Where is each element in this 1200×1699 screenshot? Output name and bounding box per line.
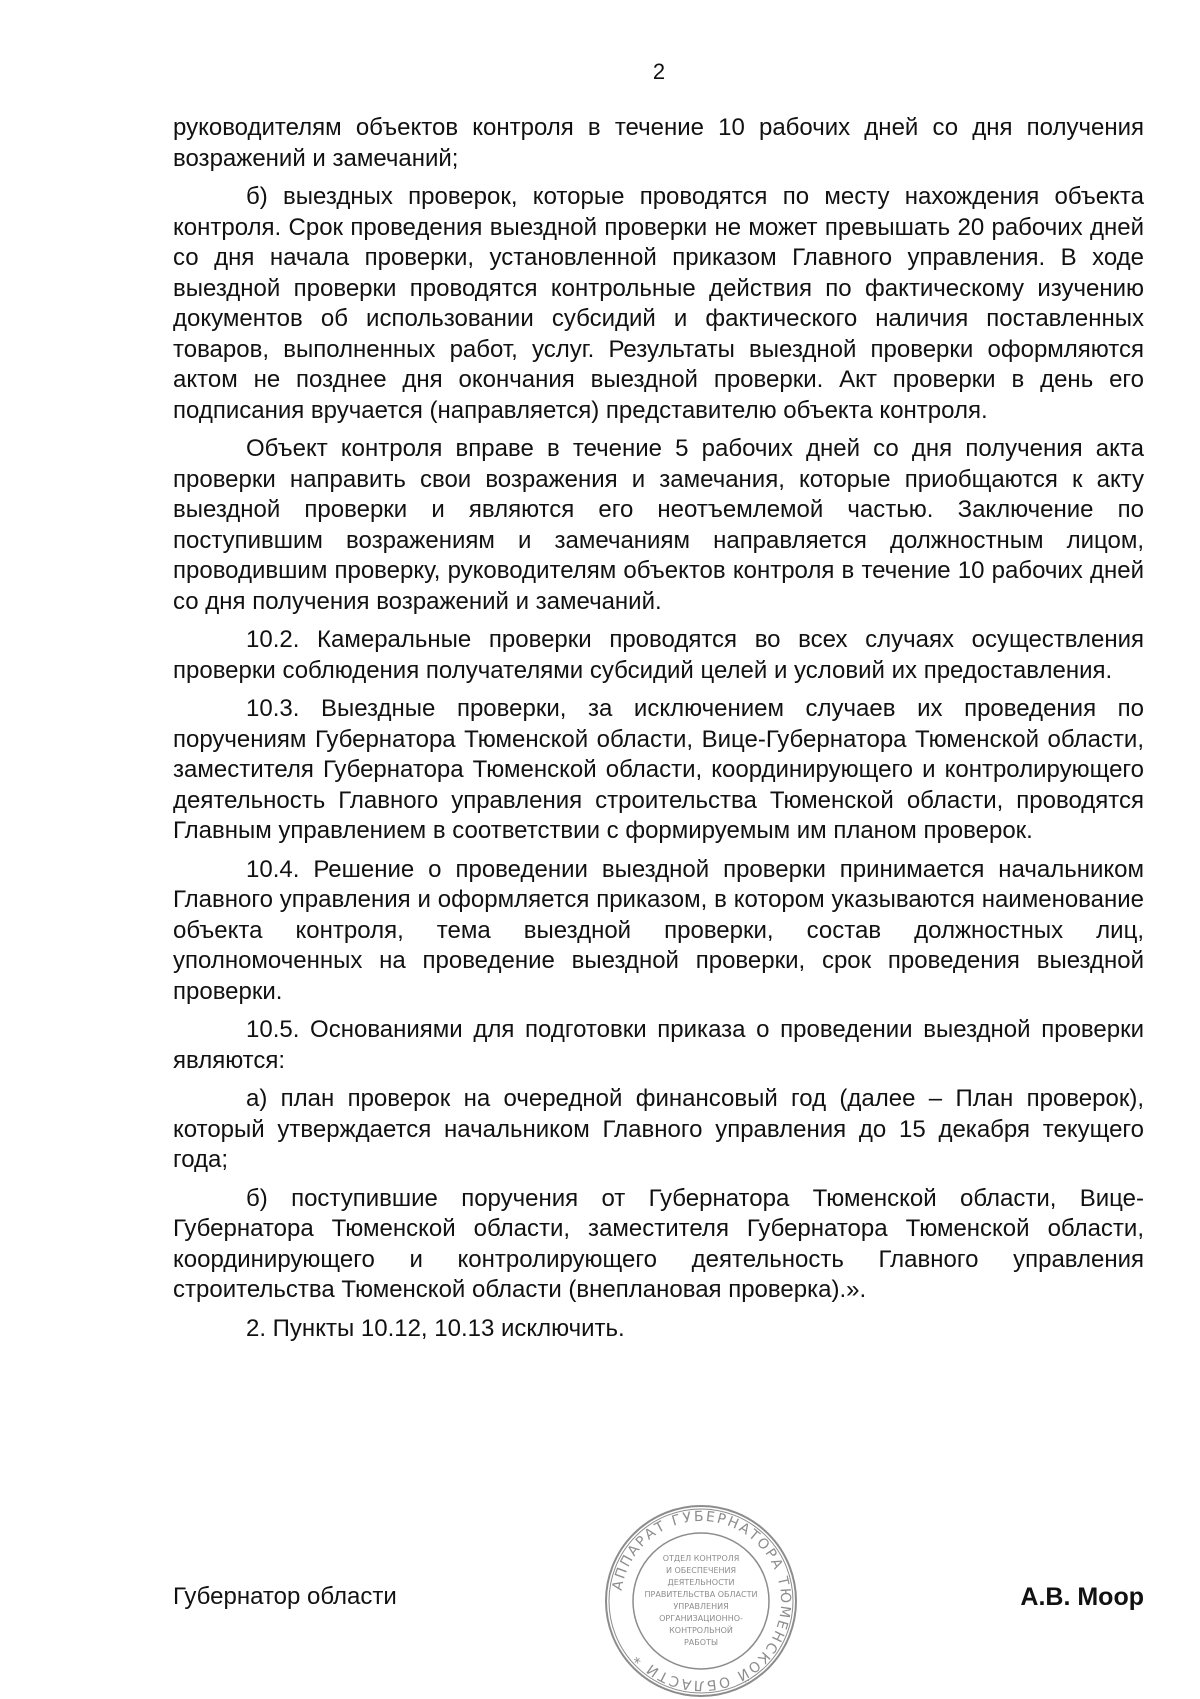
paragraph-field-inspections: б) выездных проверок, которые проводятся по месту нахождения объекта контроля. Срок проведения выездной проверки не может превышать 20 рабочих дней со дня начала проверки, установленной приказом Главного управления. В ходе выездной проверки проводятся контрольные действия по фактическому изучению документов об использовании субсидий и фактического наличия поставленных товаров, выполненных работ, услуг. Результаты выездной проверки оформляются актом не позднее дня окончания выездной проверки. Акт проверки в день его подписания вручается (направляется) представителю объекта контроля.	[173, 183, 1144, 424]
paragraph-10-4: 10.4. Решение о проведении выездной проверки принимается начальником Главного управления и оформляется приказом, в котором указываются наименование объекта контроля, тема выездной проверки, состав должностных лиц, уполномоченных на проведение выездной проверки, срок проведения выездной проверки.	[173, 855, 1144, 1005]
signatory-name: А.В. Моор	[1020, 1583, 1144, 1611]
svg-text:ПРАВИТЕЛЬСТВА ОБЛАСТИ: ПРАВИТЕЛЬСТВА ОБЛАСТИ	[644, 1590, 758, 1599]
svg-text:АППАРАТ ГУБЕРНАТОРА ТЮМЕНСКОЙ: АППАРАТ ГУБЕРНАТОРА ТЮМЕНСКОЙ ОБЛАСТИ *	[609, 1508, 794, 1694]
svg-text:КОНТРОЛЬНОЙ: КОНТРОЛЬНОЙ	[669, 1626, 733, 1635]
svg-text:РАБОТЫ: РАБОТЫ	[683, 1638, 719, 1647]
paragraph-10-5-a: а) план проверок на очередной финансовый год (далее – План проверок), который утверждается начальником Главного управления до 15 декабря текущего года;	[173, 1085, 1144, 1173]
paragraph-10-5-b: б) поступившие поручения от Губернатора Тюменской области, Вице-Губернатора Тюменской области, заместителя Губернатора Тюменской области, координирующего и контролирующего деятельность Главного управления строительства Тюменской области (внеплановая проверка).».	[173, 1184, 1144, 1303]
paragraph-continuation: руководителям объектов контроля в течение 10 рабочих дней со дня получения возражений и замечаний;	[173, 114, 1144, 172]
paragraph-item-2: 2. Пункты 10.12, 10.13 исключить.	[246, 1314, 625, 1342]
paragraph-10-2: 10.2. Камеральные проверки проводятся во всех случаях осуществления проверки соблюдения получателями субсидий целей и условий их предоставления.	[173, 626, 1144, 684]
svg-text:УПРАВЛЕНИЯ: УПРАВЛЕНИЯ	[673, 1602, 729, 1611]
paragraph-10-5: 10.5. Основаниями для подготовки приказа о проведении выездной проверки являются:	[173, 1016, 1144, 1074]
svg-text:ОРГАНИЗАЦИОННО-: ОРГАНИЗАЦИОННО-	[659, 1614, 743, 1623]
signatory-title: Губернатор области	[173, 1583, 397, 1610]
page-number: 2	[652, 59, 666, 84]
svg-text:ДЕЯТЕЛЬНОСТИ: ДЕЯТЕЛЬНОСТИ	[667, 1578, 735, 1587]
paragraph-objections: Объект контроля вправе в течение 5 рабочих дней со дня получения акта проверки направить свои возражения и замечания, которые приобщаются к акту выездной проверки и являются его неотъемлемой частью. Заключение по поступившим возражениям и замечаниям направляется должностным лицом, проводившим проверку, руководителям объектов контроля в течение 10 рабочих дней со дня получения возражений и замечаний.	[173, 435, 1144, 615]
svg-text:И ОБЕСПЕЧЕНИЯ: И ОБЕСПЕЧЕНИЯ	[665, 1566, 737, 1575]
svg-text:ОТДЕЛ КОНТРОЛЯ: ОТДЕЛ КОНТРОЛЯ	[662, 1554, 740, 1563]
paragraph-10-3: 10.3. Выездные проверки, за исключением случаев их проведения по поручениям Губернатора Тюменской области, Вице-Губернатора Тюменской области, заместителя Губернатора Тюменской области, координирующего и контролирующего деятельность Главного управления строительства Тюменской области, проводятся Главным управлением в соответствии с формируемым им планом проверок.	[173, 695, 1144, 844]
document-body	[173, 113, 1144, 1344]
official-stamp-seal	[603, 1503, 799, 1699]
